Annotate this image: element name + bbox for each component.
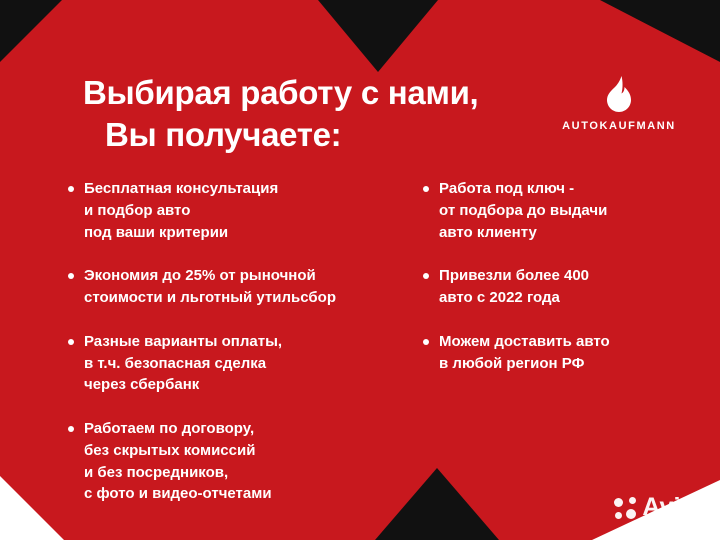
list-item [68, 265, 405, 309]
headline-line-1: Выбирая работу с нами, [83, 74, 479, 111]
list-item-line: стоимости и льготный утильсбор [84, 289, 336, 306]
list-item-line: и без посредников, [84, 463, 229, 481]
list-item [68, 331, 405, 396]
list-item [423, 265, 668, 309]
list-item-line: авто клиенту [439, 223, 537, 241]
list-item-line: с фото и видео-отчетами [84, 485, 272, 503]
list-item-line: Работаем по договору, [84, 420, 255, 437]
headline-line-2: Вы получаете: [105, 116, 342, 154]
list-item-line: Привезли более 400 [439, 267, 590, 285]
decorative-chevron-top-left [0, 0, 62, 62]
list-item [423, 331, 668, 375]
list-item-line: Бесплатная консультация [84, 180, 279, 197]
list-item-line: Работа под ключ - [439, 180, 575, 197]
benefits-column-left [68, 178, 405, 527]
avito-watermark [614, 493, 704, 522]
decorative-chevron-top-center [318, 0, 438, 72]
list-item [68, 418, 405, 505]
list-item-line: от подбора до выдачи [439, 201, 608, 219]
list-item-line: под ваши критерии [84, 223, 229, 241]
brand-logo [556, 74, 682, 132]
avito-logo-icon [614, 497, 636, 519]
list-item [68, 178, 405, 243]
benefits-columns [68, 178, 668, 527]
brand-logo-text: AUTOKAUFMANN [562, 120, 676, 132]
list-item-line: без скрытых комиссий [84, 441, 256, 459]
list-item-line: Разные варианты оплаты, [84, 332, 283, 350]
bullet-dot-icon [68, 273, 74, 279]
bullet-dot-icon [68, 186, 74, 192]
avito-watermark-text: Avito [642, 493, 704, 521]
list-item [423, 178, 668, 243]
list-item-line: Можем доставить авто [439, 332, 610, 350]
list-item-line: через сбербанк [84, 376, 200, 394]
list-item-line: авто с 2022 года [439, 289, 560, 306]
bullet-dot-icon [68, 426, 74, 432]
bullet-dot-icon [423, 186, 429, 192]
bullet-dot-icon [68, 339, 74, 345]
list-item-line: и подбор авто [84, 201, 191, 219]
decorative-chevron-top-right [600, 0, 720, 62]
flame-icon [599, 74, 639, 114]
benefits-column-right [423, 178, 668, 527]
list-item-line: Экономия до 25% от рыночной [84, 267, 316, 285]
decorative-chevron-bottom-left [0, 476, 64, 540]
headline [83, 72, 603, 156]
bullet-dot-icon [423, 339, 429, 345]
list-item-line: в любой регион РФ [439, 354, 585, 372]
list-item-line: в т.ч. безопасная сделка [84, 354, 267, 372]
bullet-dot-icon [423, 273, 429, 279]
